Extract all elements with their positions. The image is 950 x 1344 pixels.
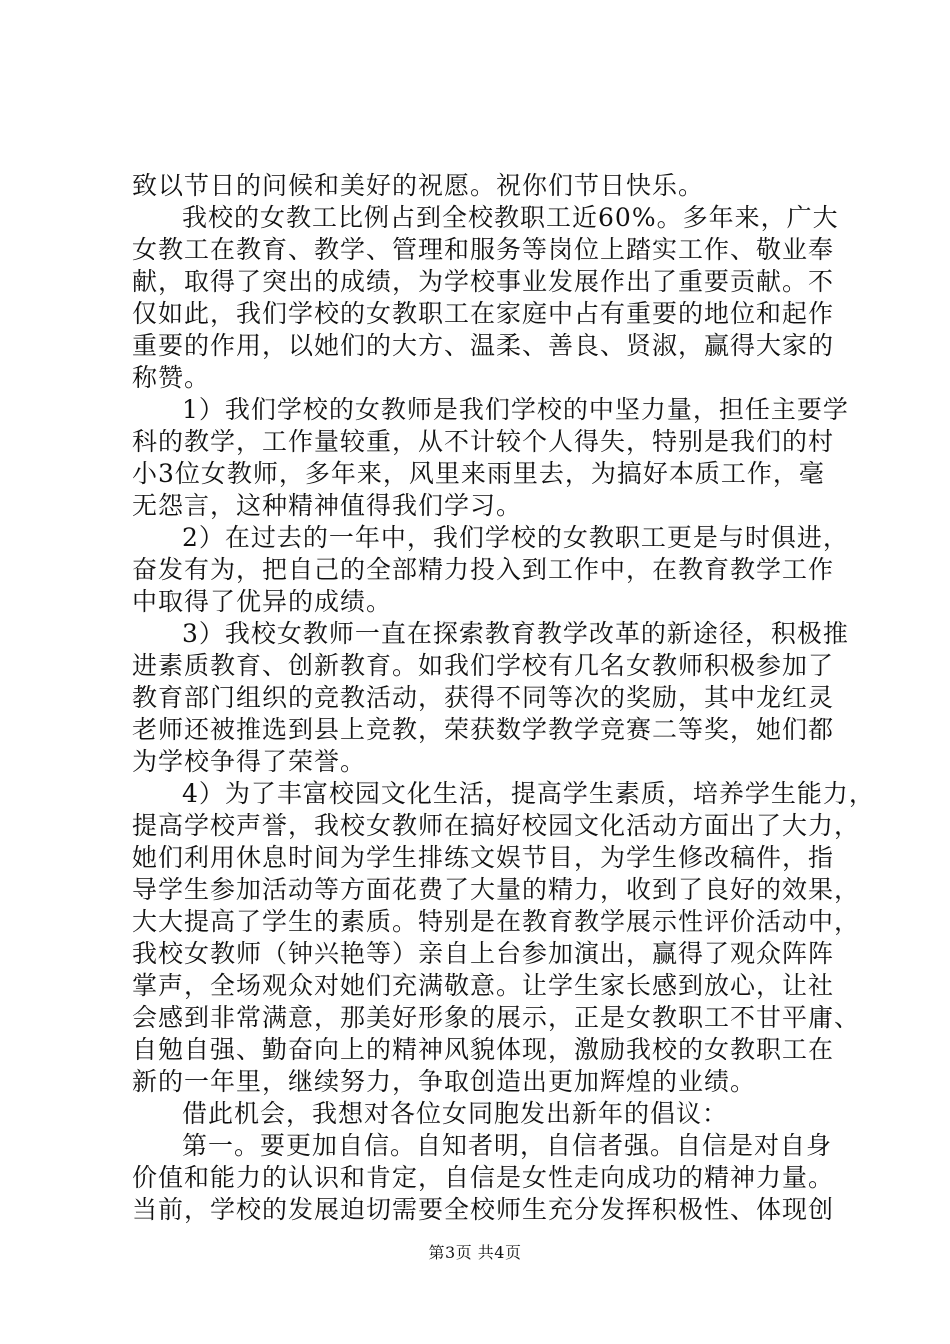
text-line: 掌声，全场观众对她们充满敬意。让学生家长感到放心，让社 xyxy=(132,971,835,1000)
text-line: 科的教学，工作量较重，从不计较个人得失，特别是我们的村 xyxy=(132,427,835,456)
page-footer: 第3页 共4页 xyxy=(428,1243,522,1262)
text-line: 老师还被推选到县上竞教，荣获数学教学竞赛二等奖，她们都 xyxy=(132,715,835,744)
text-line: 小3位女教师，多年来，风里来雨里去，为搞好本质工作，毫 xyxy=(132,459,825,488)
text-line: 她们利用休息时间为学生排练文娱节目，为学生修改稿件，指 xyxy=(132,843,835,872)
text-line: 3）我校女教师一直在探索教育教学改革的新途径，积极推 xyxy=(182,619,849,648)
text-line: 致以节日的问候和美好的祝愿。祝你们节日快乐。 xyxy=(132,171,705,200)
text-line: 我校女教师（钟兴艳等）亲自上台参加演出，赢得了观众阵阵 xyxy=(132,939,835,968)
text-line: 为学校争得了荣誉。 xyxy=(132,747,367,776)
text-line: 教育部门组织的竞教活动，获得不同等次的奖励，其中龙红灵 xyxy=(132,683,835,712)
text-line: 中取得了优异的成绩。 xyxy=(132,587,393,616)
text-line: 进素质教育、创新教育。如我们学校有几名女教师积极参加了 xyxy=(132,651,835,680)
text-line: 大大提高了学生的素质。特别是在教育教学展示性评价活动中， xyxy=(132,907,861,936)
text-line: 我校的女教工比例占到全校教职工近60%。多年来，广大 xyxy=(182,203,839,232)
text-line: 新的一年里，继续努力，争取创造出更加辉煌的业绩。 xyxy=(132,1067,757,1096)
text-line: 当前，学校的发展迫切需要全校师生充分发挥积极性、体现创 xyxy=(132,1195,835,1224)
text-line: 第一。要更加自信。自知者明，自信者强。自信是对自身 xyxy=(182,1131,833,1160)
text-line: 仅如此，我们学校的女教职工在家庭中占有重要的地位和起作 xyxy=(132,299,835,328)
text-line: 价值和能力的认识和肯定，自信是女性走向成功的精神力量。 xyxy=(132,1163,835,1192)
text-line: 导学生参加活动等方面花费了大量的精力，收到了良好的效果， xyxy=(132,875,861,904)
text-line: 借此机会，我想对各位女同胞发出新年的倡议： xyxy=(182,1099,729,1128)
text-line: 会感到非常满意，那美好形象的展示，正是女教职工不甘平庸、 xyxy=(132,1003,861,1032)
document-body xyxy=(132,170,875,1226)
text-line: 自勉自强、勤奋向上的精神风貌体现，激励我校的女教职工在 xyxy=(132,1035,835,1064)
text-line: 女教工在教育、教学、管理和服务等岗位上踏实工作、敬业奉 xyxy=(132,235,835,264)
text-line: 奋发有为，把自己的全部精力投入到工作中，在教育教学工作 xyxy=(132,555,835,584)
text-line: 重要的作用，以她们的大方、温柔、善良、贤淑，赢得大家的 xyxy=(132,331,835,360)
text-line: 无怨言，这种精神值得我们学习。 xyxy=(132,491,523,520)
text-line: 4）为了丰富校园文化生活，提高学生素质，培养学生能力， xyxy=(182,779,875,808)
text-line: 2）在过去的一年中，我们学校的女教职工更是与时俱进， xyxy=(182,523,849,552)
text-line: 称赞。 xyxy=(132,363,211,392)
text-line: 1）我们学校的女教师是我们学校的中坚力量，担任主要学 xyxy=(182,395,849,424)
text-line: 献，取得了突出的成绩，为学校事业发展作出了重要贡献。不 xyxy=(132,267,835,296)
text-line: 提高学校声誉，我校女教师在搞好校园文化活动方面出了大力， xyxy=(132,811,861,840)
